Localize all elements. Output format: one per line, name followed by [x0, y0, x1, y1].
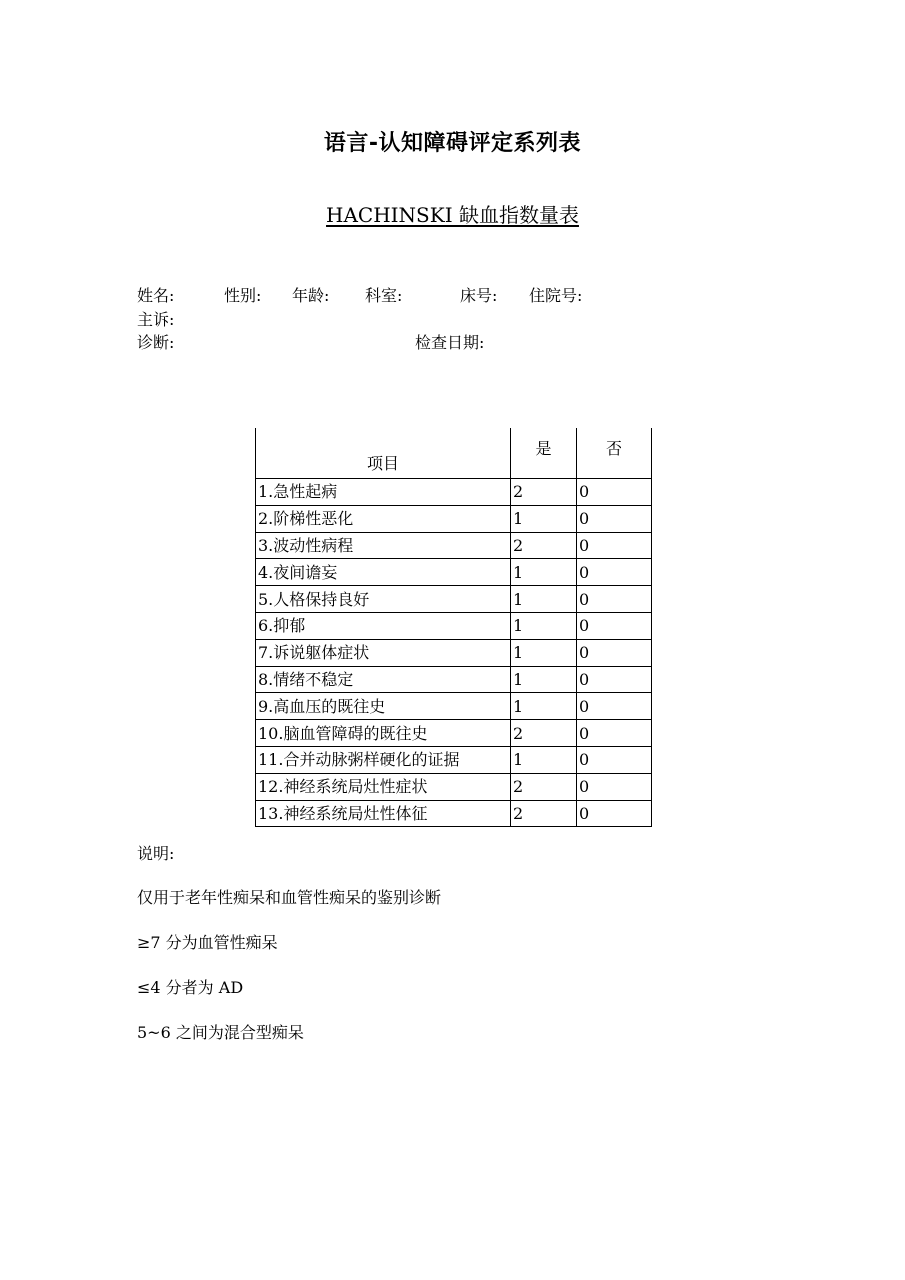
row-item-cell: 1.急性起病 — [256, 479, 511, 506]
row-yes-score: 2 — [511, 773, 577, 800]
row-yes-score: 1 — [511, 505, 577, 532]
table-row — [256, 639, 652, 666]
row-yes-score: 1 — [511, 666, 577, 693]
row-no-score: 0 — [577, 559, 652, 586]
gender-label: 性别: — [224, 286, 262, 305]
row-no-score: 0 — [577, 479, 652, 506]
table-row — [256, 746, 652, 773]
row-item-cell: 10.脑血管障碍的既往史 — [256, 720, 511, 747]
row-no-score: 0 — [577, 612, 652, 639]
row-item-cell: 7.诉说躯体症状 — [256, 639, 511, 666]
name-label: 姓名: — [137, 286, 175, 305]
note-line: 仅用于老年性痴呆和血管性痴呆的鉴别诊断 — [137, 888, 442, 907]
page-title: 语言-认知障碍评定系列表 — [323, 131, 582, 156]
table-row — [256, 773, 652, 800]
complaint-label: 主诉: — [137, 310, 175, 329]
row-item-cell: 2.阶梯性恶化 — [256, 505, 511, 532]
row-yes-score: 1 — [511, 693, 577, 720]
row-yes-score: 1 — [511, 586, 577, 613]
row-no-score: 0 — [577, 720, 652, 747]
exam-date-label: 检查日期: — [415, 333, 485, 352]
row-no-score: 0 — [577, 693, 652, 720]
row-item-cell: 3.波动性病程 — [256, 532, 511, 559]
row-no-score: 0 — [577, 746, 652, 773]
row-item-cell: 6.抑郁 — [256, 612, 511, 639]
row-no-score: 0 — [577, 639, 652, 666]
header-yes: 是 — [511, 428, 577, 479]
table-row — [256, 559, 652, 586]
table-row — [256, 612, 652, 639]
row-yes-score: 1 — [511, 746, 577, 773]
note-line: ≥7 分为血管性痴呆 — [137, 933, 278, 952]
table-row — [256, 800, 652, 827]
row-no-score: 0 — [577, 505, 652, 532]
hachinski-table — [255, 428, 652, 827]
row-no-score: 0 — [577, 666, 652, 693]
table-row — [256, 693, 652, 720]
table-row — [256, 720, 652, 747]
note-line: ≤4 分者为 AD — [137, 978, 244, 997]
row-item-cell: 13.神经系统局灶性体征 — [256, 800, 511, 827]
table-row — [256, 532, 652, 559]
row-item-cell: 9.高血压的既往史 — [256, 693, 511, 720]
row-item-cell: 11.合并动脉粥样硬化的证据 — [256, 746, 511, 773]
header-item: 项目 — [256, 428, 511, 479]
row-yes-score: 1 — [511, 639, 577, 666]
row-yes-score: 2 — [511, 800, 577, 827]
row-item-cell: 8.情绪不稳定 — [256, 666, 511, 693]
table-row — [256, 586, 652, 613]
table-header-row — [256, 428, 652, 479]
table-row — [256, 479, 652, 506]
row-yes-score: 1 — [511, 559, 577, 586]
row-yes-score: 2 — [511, 479, 577, 506]
table-row — [256, 505, 652, 532]
row-no-score: 0 — [577, 800, 652, 827]
row-item-cell: 4.夜间谵妄 — [256, 559, 511, 586]
bed-label: 床号: — [460, 286, 498, 305]
notes-heading: 说明: — [137, 844, 175, 863]
admission-no-label: 住院号: — [529, 286, 583, 305]
scale-title-text: HACHINSKI 缺血指数量表 — [326, 203, 579, 227]
note-line: 5~6 之间为混合型痴呆 — [137, 1023, 304, 1042]
row-yes-score: 1 — [511, 612, 577, 639]
row-item-cell: 12.神经系统局灶性症状 — [256, 773, 511, 800]
row-no-score: 0 — [577, 773, 652, 800]
age-label: 年龄: — [292, 286, 330, 305]
row-yes-score: 2 — [511, 720, 577, 747]
diagnosis-label: 诊断: — [137, 333, 175, 352]
row-yes-score: 2 — [511, 532, 577, 559]
row-no-score: 0 — [577, 532, 652, 559]
department-label: 科室: — [365, 286, 403, 305]
row-item-cell: 5.人格保持良好 — [256, 586, 511, 613]
scale-title — [0, 199, 905, 228]
table-row — [256, 666, 652, 693]
row-no-score: 0 — [577, 586, 652, 613]
header-no: 否 — [577, 428, 652, 479]
